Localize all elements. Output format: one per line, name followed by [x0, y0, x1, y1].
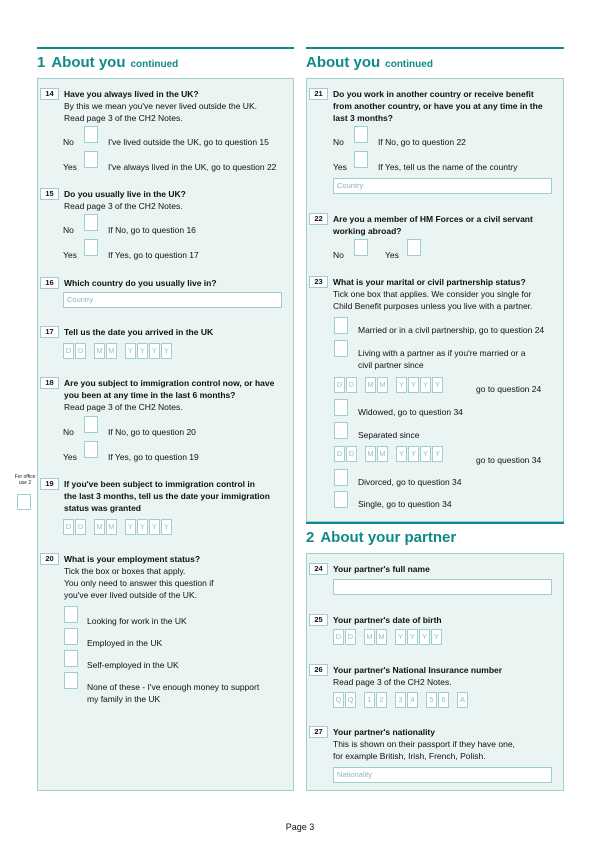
date-digit[interactable]: Y: [419, 629, 430, 645]
partner-since-date-input[interactable]: [334, 377, 444, 393]
option-text: If No, go to question 16: [108, 225, 196, 235]
section-rule: [306, 47, 564, 49]
ni-digit[interactable]: A: [457, 692, 468, 708]
question-note: Read page 3 of the CH2 Notes.: [64, 402, 183, 412]
question-title: you been at any time in the last 6 months?: [64, 390, 236, 400]
date-digit[interactable]: M: [106, 519, 117, 535]
option-text: Single, go to question 34: [358, 499, 452, 509]
question-number: 19: [40, 478, 59, 490]
ni-digit[interactable]: Q: [345, 692, 356, 708]
option-text: Widowed, go to question 34: [358, 407, 463, 417]
q22-no-checkbox[interactable]: [354, 239, 368, 256]
question-note: Read page 3 of the CH2 Notes.: [64, 113, 183, 123]
question-title: What is your employment status?: [64, 554, 201, 564]
date-digit[interactable]: Y: [420, 377, 431, 393]
date-digit[interactable]: D: [75, 519, 86, 535]
section-title-text: About your partner: [320, 529, 457, 546]
question-number: 25: [309, 614, 328, 626]
option-label: Yes: [63, 250, 77, 260]
q18-yes-checkbox[interactable]: [84, 441, 98, 458]
employment-looking-checkbox[interactable]: [64, 606, 78, 623]
question-note: Read page 3 of the CH2 Notes.: [333, 677, 452, 687]
question-note: By this we mean you've never lived outside the UK.: [64, 101, 257, 111]
date-digit[interactable]: Y: [161, 519, 172, 535]
option-text: If No, go to question 20: [108, 427, 196, 437]
option-text: Employed in the UK: [87, 638, 163, 648]
q21-yes-checkbox[interactable]: [354, 151, 368, 168]
employment-none-checkbox[interactable]: [64, 672, 78, 689]
question-title: Do you usually live in the UK?: [64, 189, 186, 199]
question-title: Which country do you usually live in?: [64, 278, 217, 288]
date-digit[interactable]: Y: [125, 519, 136, 535]
date-digit[interactable]: Y: [432, 377, 443, 393]
question-note: Read page 3 of the CH2 Notes.: [64, 201, 183, 211]
option-label: No: [333, 137, 344, 147]
q18-no-checkbox[interactable]: [84, 416, 98, 433]
immigration-date-input[interactable]: [63, 519, 173, 535]
question-note: Tick the box or boxes that apply.: [64, 566, 186, 576]
date-digit[interactable]: Y: [149, 343, 160, 359]
office-use-label: For office use 2: [14, 474, 36, 486]
date-digit[interactable]: D: [346, 377, 357, 393]
date-digit[interactable]: D: [63, 519, 74, 535]
question-title: the last 3 months, tell us the date your immigration: [64, 491, 270, 501]
question-title: Your partner's nationality: [333, 727, 435, 737]
date-digit[interactable]: Y: [125, 343, 136, 359]
question-note: You only need to answer this question if: [64, 578, 214, 588]
date-digit[interactable]: Y: [396, 377, 407, 393]
living-with-partner-checkbox[interactable]: [334, 340, 348, 357]
page-number: Page 3: [285, 822, 315, 832]
date-digit[interactable]: M: [364, 629, 375, 645]
question-note: Tick one box that applies. We consider you single for: [333, 289, 532, 299]
date-digit[interactable]: Y: [149, 519, 160, 535]
partner-ni-number-input[interactable]: [333, 692, 469, 708]
option-text: go to question 24: [476, 384, 542, 394]
separated-since-date-input[interactable]: [334, 446, 444, 462]
question-number: 17: [40, 326, 59, 338]
question-number: 22: [309, 213, 328, 225]
option-label: Yes: [333, 162, 347, 172]
q22-yes-checkbox[interactable]: [407, 239, 421, 256]
question-note: for example British, Irish, French, Polish.: [333, 751, 486, 761]
married-checkbox[interactable]: [334, 317, 348, 334]
question-title: Have you always lived in the UK?: [64, 89, 199, 99]
ni-digit[interactable]: 3: [395, 692, 406, 708]
question-note: Child Benefit purposes unless you live with a partner.: [333, 301, 533, 311]
date-digit[interactable]: M: [365, 446, 376, 462]
question-title: Your partner's National Insurance number: [333, 665, 503, 675]
question-title: status was granted: [64, 503, 141, 513]
option-label: Yes: [63, 452, 77, 462]
date-digit[interactable]: Y: [407, 629, 418, 645]
section-number: 2: [306, 529, 315, 546]
option-text: Separated since: [358, 430, 420, 440]
option-text: None of these - I've enough money to support: [87, 682, 260, 692]
question-number: 27: [309, 726, 328, 738]
question-number: 20: [40, 553, 59, 565]
question-title: Are you a member of HM Forces or a civil servant: [333, 214, 533, 224]
other-country-input[interactable]: Country: [333, 178, 552, 194]
date-digit[interactable]: Y: [137, 343, 148, 359]
date-digit[interactable]: D: [333, 629, 344, 645]
option-text: If Yes, tell us the name of the country: [378, 162, 518, 172]
ni-digit[interactable]: Q: [333, 692, 344, 708]
q15-no-checkbox[interactable]: [84, 214, 98, 231]
option-text: my family in the UK: [87, 694, 161, 704]
option-text: If No, go to question 22: [378, 137, 466, 147]
question-title: Are you subject to immigration control now, or have: [64, 378, 275, 388]
question-number: 18: [40, 377, 59, 389]
continued-label: continued: [130, 59, 179, 70]
q15-yes-checkbox[interactable]: [84, 239, 98, 256]
option-label: No: [63, 427, 74, 437]
option-text: civil partner since: [358, 360, 424, 370]
date-digit[interactable]: Y: [137, 519, 148, 535]
question-number: 16: [40, 277, 59, 289]
option-text: Living with a partner as if you're married or a: [358, 348, 526, 358]
section-number: 1: [37, 54, 46, 71]
option-label: Yes: [385, 250, 399, 260]
option-text: Looking for work in the UK: [87, 616, 187, 626]
option-text: I've lived outside the UK, go to question 15: [108, 137, 269, 147]
question-title: Do you work in another country or receive benefit: [333, 89, 534, 99]
date-digit[interactable]: M: [106, 343, 117, 359]
question-number: 24: [309, 563, 328, 575]
option-text: Married or in a civil partnership, go to question 24: [358, 325, 545, 335]
section-title-text: About you: [51, 54, 126, 71]
question-title: Your partner's date of birth: [333, 615, 442, 625]
office-use-box: [17, 494, 31, 510]
date-digit[interactable]: Y: [161, 343, 172, 359]
section-title-text: About you: [306, 54, 381, 71]
date-digit[interactable]: D: [334, 377, 345, 393]
country-input[interactable]: Country: [63, 292, 282, 308]
option-text: If Yes, go to question 19: [108, 452, 199, 462]
question-note: you've ever lived outside of the UK.: [64, 590, 197, 600]
date-digit[interactable]: Y: [420, 446, 431, 462]
section-title: [306, 54, 433, 71]
question-number: 21: [309, 88, 328, 100]
partner-nationality-input[interactable]: Nationality: [333, 767, 552, 783]
q14-yes-checkbox[interactable]: [84, 151, 98, 168]
question-number: 23: [309, 276, 328, 288]
employment-self-employed-checkbox[interactable]: [64, 650, 78, 667]
date-digit[interactable]: Y: [431, 629, 442, 645]
question-number: 15: [40, 188, 59, 200]
option-label: No: [333, 250, 344, 260]
widowed-checkbox[interactable]: [334, 399, 348, 416]
continued-label: continued: [385, 59, 433, 70]
date-digit[interactable]: M: [94, 343, 105, 359]
partner-dob-input[interactable]: [333, 629, 443, 645]
question-title: Your partner's full name: [333, 564, 430, 574]
single-checkbox[interactable]: [334, 491, 348, 508]
question-note: This is shown on their passport if they have one,: [333, 739, 515, 749]
date-digit[interactable]: D: [346, 446, 357, 462]
date-digit[interactable]: M: [365, 377, 376, 393]
date-digit[interactable]: M: [94, 519, 105, 535]
date-digit[interactable]: M: [377, 377, 388, 393]
option-text: If Yes, go to question 17: [108, 250, 199, 260]
ni-digit[interactable]: 1: [364, 692, 375, 708]
question-title: If you've been subject to immigration control in: [64, 479, 255, 489]
date-digit[interactable]: D: [334, 446, 345, 462]
employment-employed-checkbox[interactable]: [64, 628, 78, 645]
ni-digit[interactable]: 4: [407, 692, 418, 708]
date-digit[interactable]: D: [63, 343, 74, 359]
option-text: go to question 34: [476, 455, 542, 465]
question-title: last 3 months?: [333, 113, 393, 123]
question-number: 26: [309, 664, 328, 676]
section-rule: [37, 47, 294, 49]
question-title: Tell us the date you arrived in the UK: [64, 327, 214, 337]
section-2-title: [306, 529, 456, 546]
date-digit[interactable]: D: [75, 343, 86, 359]
divorced-checkbox[interactable]: [334, 469, 348, 486]
option-label: No: [63, 137, 74, 147]
question-title: working abroad?: [333, 226, 402, 236]
section-title: [37, 54, 178, 71]
date-digit[interactable]: Y: [408, 446, 419, 462]
date-digit[interactable]: Y: [432, 446, 443, 462]
option-text: Divorced, go to question 34: [358, 477, 462, 487]
ni-digit[interactable]: 5: [426, 692, 437, 708]
section-rule: [306, 522, 564, 524]
date-digit[interactable]: Y: [408, 377, 419, 393]
date-digit[interactable]: M: [376, 629, 387, 645]
option-text: Self-employed in the UK: [87, 660, 179, 670]
option-label: Yes: [63, 162, 77, 172]
q21-no-checkbox[interactable]: [354, 126, 368, 143]
q14-no-checkbox[interactable]: [84, 126, 98, 143]
question-title: from another country, or have you at any time in the: [333, 101, 543, 111]
separated-checkbox[interactable]: [334, 422, 348, 439]
partner-full-name-input[interactable]: [333, 579, 552, 595]
date-digit[interactable]: Y: [396, 446, 407, 462]
ni-digit[interactable]: 2: [376, 692, 387, 708]
date-digit[interactable]: D: [345, 629, 356, 645]
arrival-date-input[interactable]: [63, 343, 173, 359]
date-digit[interactable]: Y: [395, 629, 406, 645]
option-text: I've always lived in the UK, go to question 22: [108, 162, 277, 172]
option-label: No: [63, 225, 74, 235]
ni-digit[interactable]: 6: [438, 692, 449, 708]
question-number: 14: [40, 88, 59, 100]
date-digit[interactable]: M: [377, 446, 388, 462]
question-title: What is your marital or civil partnership status?: [333, 277, 526, 287]
